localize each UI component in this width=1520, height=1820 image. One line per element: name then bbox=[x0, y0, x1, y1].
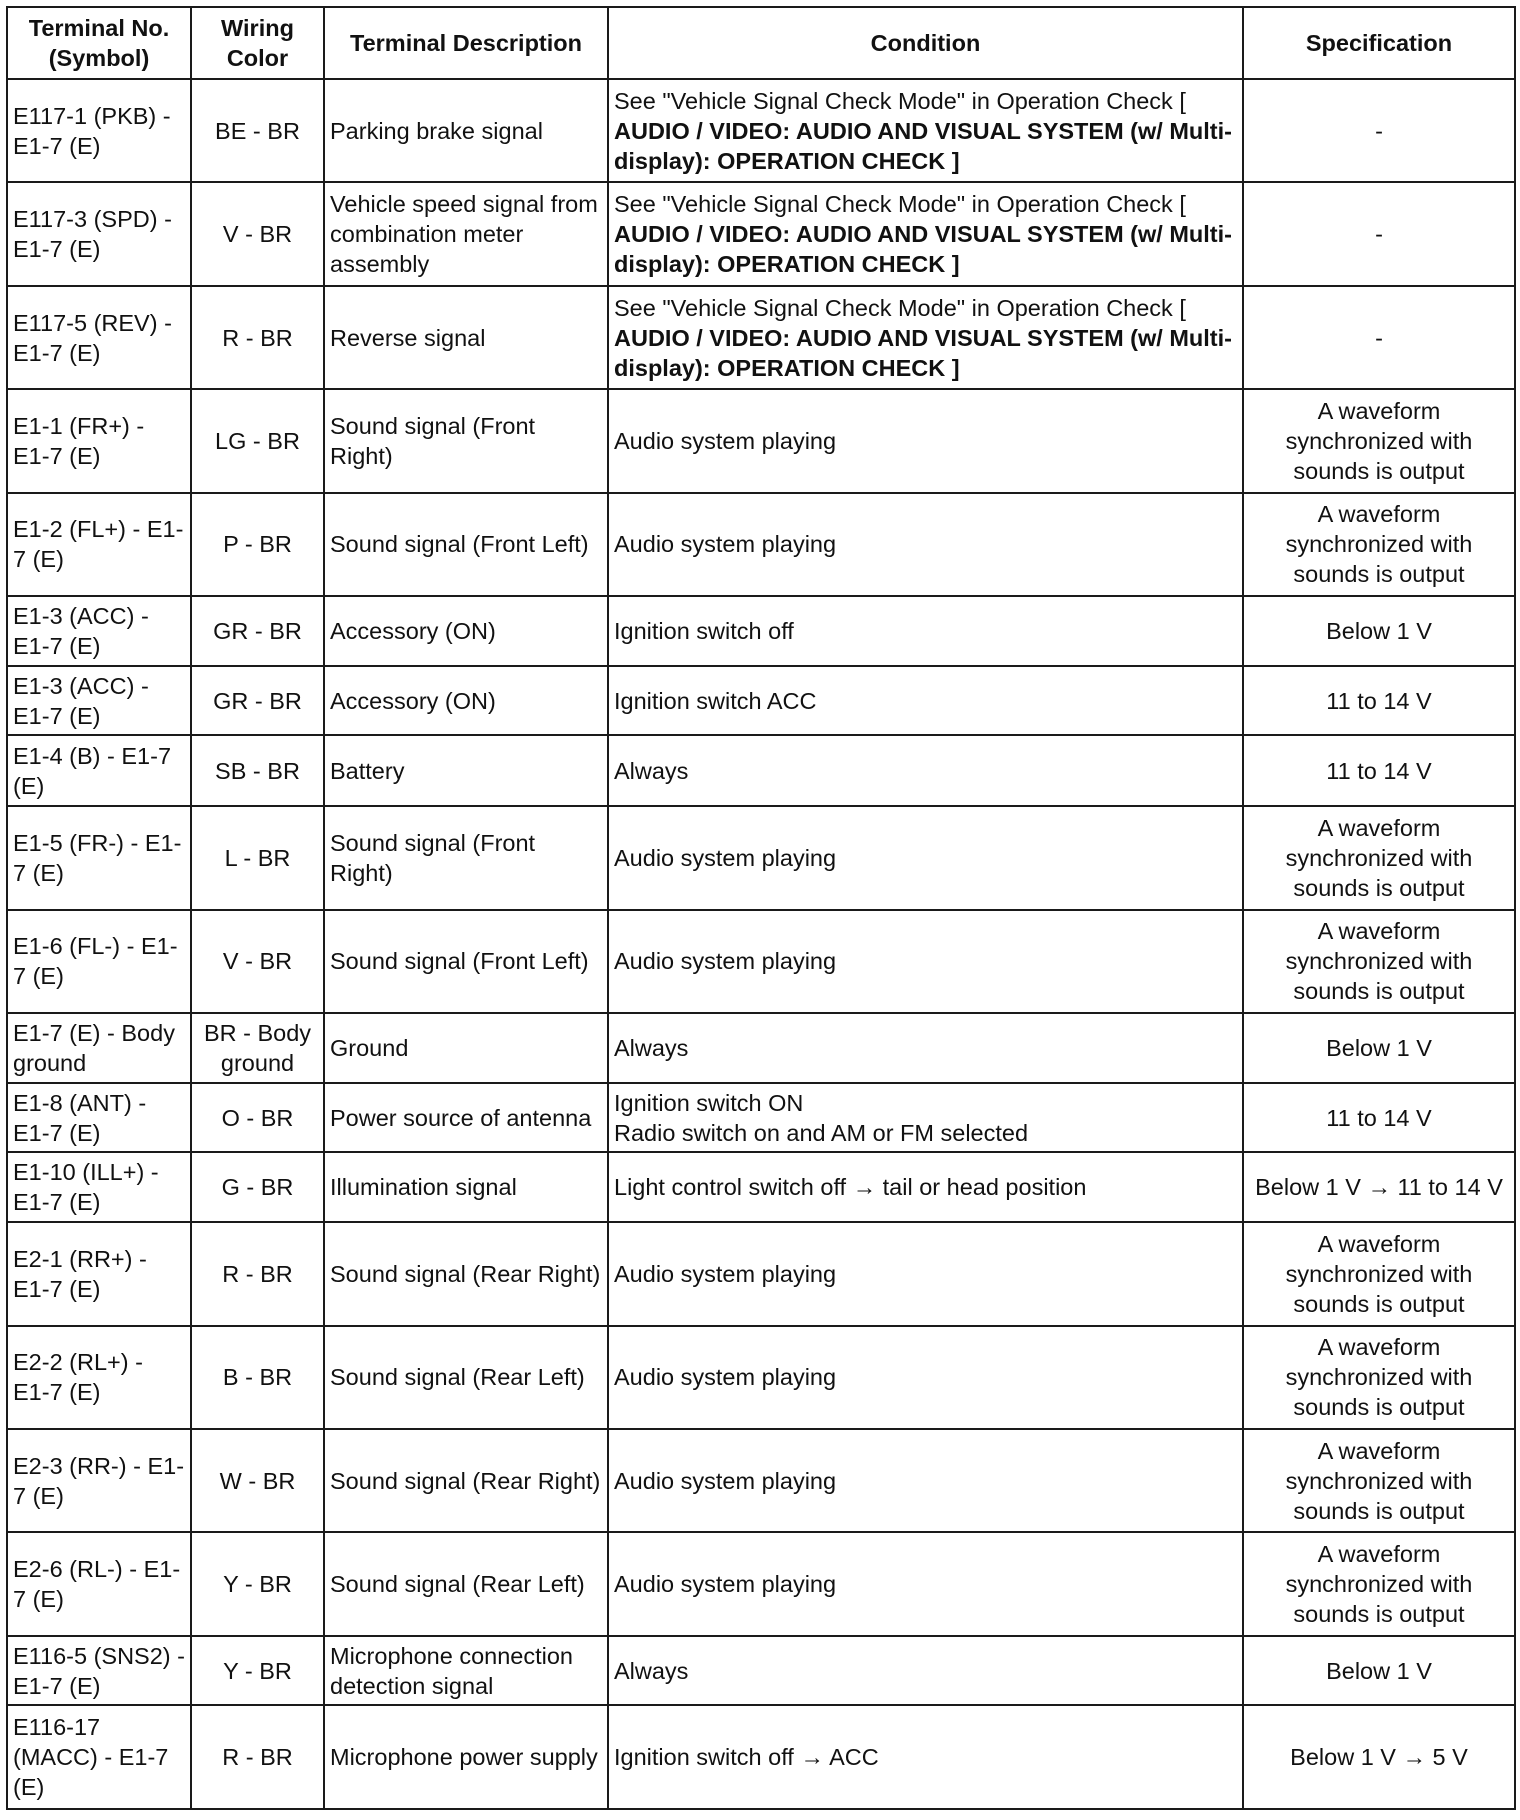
description-cell: Sound signal (Rear Right) bbox=[324, 1222, 608, 1325]
table-row bbox=[7, 1222, 1515, 1325]
table-row bbox=[7, 286, 1515, 389]
specification-cell: A waveform synchronized with sounds is output bbox=[1243, 389, 1515, 492]
table-row bbox=[7, 596, 1515, 666]
condition-text: Always bbox=[614, 1657, 689, 1684]
condition-cell bbox=[608, 1083, 1243, 1153]
description-cell: Microphone connection detection signal bbox=[324, 1636, 608, 1706]
wiring-color-cell: R - BR bbox=[191, 1705, 324, 1809]
condition-text: Ignition switch off bbox=[614, 617, 794, 644]
wiring-color-cell: V - BR bbox=[191, 910, 324, 1013]
terminal-cell: E117-3 (SPD) - E1-7 (E) bbox=[7, 182, 191, 285]
condition-text-secondary: Radio switch on and AM or FM selected bbox=[614, 1119, 1029, 1146]
condition-reference-link[interactable]: AUDIO / VIDEO: AUDIO AND VISUAL SYSTEM (w/ Multi-display): OPERATION CHECK ] bbox=[614, 221, 1232, 278]
condition-cell bbox=[608, 1326, 1243, 1429]
terminal-cell: E1-7 (E) - Body ground bbox=[7, 1013, 191, 1083]
specification-cell: A waveform synchronized with sounds is output bbox=[1243, 806, 1515, 909]
specification-cell: Below 1 V bbox=[1243, 1636, 1515, 1706]
wiring-color-cell: GR - BR bbox=[191, 666, 324, 736]
condition-cell bbox=[608, 735, 1243, 806]
table-body bbox=[7, 79, 1515, 1809]
table-header-row bbox=[7, 7, 1515, 79]
condition-text: Audio system playing bbox=[614, 844, 837, 871]
condition-cell bbox=[608, 1013, 1243, 1083]
specification-cell: Below 1 V bbox=[1243, 1013, 1515, 1083]
terminal-cell: E2-6 (RL-) - E1-7 (E) bbox=[7, 1532, 191, 1635]
terminal-cell: E1-5 (FR-) - E1-7 (E) bbox=[7, 806, 191, 909]
terminal-cell: E116-17 (MACC) - E1-7 (E) bbox=[7, 1705, 191, 1809]
description-cell: Sound signal (Rear Right) bbox=[324, 1429, 608, 1532]
condition-cell bbox=[608, 1222, 1243, 1325]
terminal-cell: E1-2 (FL+) - E1-7 (E) bbox=[7, 493, 191, 596]
table-row bbox=[7, 79, 1515, 182]
terminal-cell: E1-8 (ANT) - E1-7 (E) bbox=[7, 1083, 191, 1153]
specification-cell: Below 1 V bbox=[1243, 596, 1515, 666]
condition-cell bbox=[608, 1705, 1243, 1809]
specification-cell: 11 to 14 V bbox=[1243, 666, 1515, 736]
condition-reference-link[interactable]: AUDIO / VIDEO: AUDIO AND VISUAL SYSTEM (w/ Multi-display): OPERATION CHECK ] bbox=[614, 324, 1232, 381]
condition-cell bbox=[608, 493, 1243, 596]
wiring-color-cell: BE - BR bbox=[191, 79, 324, 182]
terminal-cell: E1-3 (ACC) - E1-7 (E) bbox=[7, 596, 191, 666]
header-terminal-no-text: Terminal No. bbox=[28, 15, 170, 41]
wiring-color-cell: R - BR bbox=[191, 1222, 324, 1325]
table-row bbox=[7, 493, 1515, 596]
wiring-color-cell: Y - BR bbox=[191, 1636, 324, 1706]
condition-text: Light control switch off → tail or head position bbox=[614, 1174, 1087, 1201]
specification-cell: - bbox=[1243, 286, 1515, 389]
condition-text: Audio system playing bbox=[614, 1571, 837, 1598]
wiring-color-cell: BR - Body ground bbox=[191, 1013, 324, 1083]
terminal-cell: E117-5 (REV) - E1-7 (E) bbox=[7, 286, 191, 389]
description-cell: Sound signal (Front Right) bbox=[324, 806, 608, 909]
wiring-color-cell: GR - BR bbox=[191, 596, 324, 666]
table-row bbox=[7, 910, 1515, 1013]
header-wiring-color-text: Color bbox=[226, 45, 289, 71]
description-cell: Ground bbox=[324, 1013, 608, 1083]
header-condition bbox=[608, 7, 1243, 79]
condition-text: See "Vehicle Signal Check Mode" in Operation Check [ bbox=[614, 87, 1186, 114]
header-terminal-no bbox=[7, 7, 191, 79]
condition-text: Audio system playing bbox=[614, 531, 837, 558]
description-cell: Sound signal (Rear Left) bbox=[324, 1532, 608, 1635]
description-cell: Vehicle speed signal from combination meter assembly bbox=[324, 182, 608, 285]
terminal-cell: E2-3 (RR-) - E1-7 (E) bbox=[7, 1429, 191, 1532]
specification-cell: A waveform synchronized with sounds is output bbox=[1243, 1532, 1515, 1635]
terminal-cell: E116-5 (SNS2) - E1-7 (E) bbox=[7, 1636, 191, 1706]
wiring-color-cell: R - BR bbox=[191, 286, 324, 389]
terminal-cell: E1-10 (ILL+) - E1-7 (E) bbox=[7, 1152, 191, 1222]
condition-text: Audio system playing bbox=[614, 427, 837, 454]
condition-text: Audio system playing bbox=[614, 948, 837, 975]
wiring-color-cell: LG - BR bbox=[191, 389, 324, 492]
condition-cell bbox=[608, 1636, 1243, 1706]
specification-cell: - bbox=[1243, 79, 1515, 182]
condition-text: Ignition switch ON bbox=[614, 1089, 804, 1116]
condition-text: Always bbox=[614, 757, 689, 784]
condition-text: Audio system playing bbox=[614, 1260, 837, 1287]
terminal-cell: E2-1 (RR+) - E1-7 (E) bbox=[7, 1222, 191, 1325]
condition-cell bbox=[608, 1152, 1243, 1222]
description-cell: Accessory (ON) bbox=[324, 666, 608, 736]
wiring-color-cell: W - BR bbox=[191, 1429, 324, 1532]
condition-cell bbox=[608, 910, 1243, 1013]
description-cell: Parking brake signal bbox=[324, 79, 608, 182]
wiring-color-cell: V - BR bbox=[191, 182, 324, 285]
description-cell: Power source of antenna bbox=[324, 1083, 608, 1153]
specification-cell: A waveform synchronized with sounds is output bbox=[1243, 910, 1515, 1013]
condition-cell bbox=[608, 286, 1243, 389]
specification-cell: A waveform synchronized with sounds is output bbox=[1243, 1326, 1515, 1429]
description-cell: Illumination signal bbox=[324, 1152, 608, 1222]
condition-text: See "Vehicle Signal Check Mode" in Operation Check [ bbox=[614, 294, 1186, 321]
header-terminal-description-text: Terminal Description bbox=[349, 30, 582, 56]
terminal-cell: E1-6 (FL-) - E1-7 (E) bbox=[7, 910, 191, 1013]
terminal-cell: E2-2 (RL+) - E1-7 (E) bbox=[7, 1326, 191, 1429]
header-wiring-color-text: Wiring bbox=[221, 15, 294, 41]
wiring-color-cell: B - BR bbox=[191, 1326, 324, 1429]
specification-cell: - bbox=[1243, 182, 1515, 285]
header-wiring-color bbox=[191, 7, 324, 79]
table-row bbox=[7, 1705, 1515, 1809]
condition-cell bbox=[608, 596, 1243, 666]
description-cell: Sound signal (Front Left) bbox=[324, 910, 608, 1013]
specification-cell: Below 1 V → 5 V bbox=[1243, 1705, 1515, 1809]
condition-text: Audio system playing bbox=[614, 1364, 837, 1391]
table-row bbox=[7, 389, 1515, 492]
wiring-color-cell: P - BR bbox=[191, 493, 324, 596]
description-cell: Battery bbox=[324, 735, 608, 806]
terminal-cell: E1-4 (B) - E1-7 (E) bbox=[7, 735, 191, 806]
condition-text: See "Vehicle Signal Check Mode" in Operation Check [ bbox=[614, 191, 1186, 218]
table-row bbox=[7, 735, 1515, 806]
specification-cell: 11 to 14 V bbox=[1243, 735, 1515, 806]
table-row bbox=[7, 1083, 1515, 1153]
table-row bbox=[7, 1532, 1515, 1635]
header-terminal-description bbox=[324, 7, 608, 79]
wiring-color-cell: G - BR bbox=[191, 1152, 324, 1222]
specification-cell: A waveform synchronized with sounds is output bbox=[1243, 493, 1515, 596]
condition-reference-link[interactable]: AUDIO / VIDEO: AUDIO AND VISUAL SYSTEM (w/ Multi-display): OPERATION CHECK ] bbox=[614, 117, 1232, 174]
table-row bbox=[7, 1636, 1515, 1706]
header-specification bbox=[1243, 7, 1515, 79]
description-cell: Accessory (ON) bbox=[324, 596, 608, 666]
wiring-color-cell: Y - BR bbox=[191, 1532, 324, 1635]
header-terminal-no-text: (Symbol) bbox=[48, 45, 150, 71]
description-cell: Reverse signal bbox=[324, 286, 608, 389]
terminal-spec-table bbox=[6, 6, 1516, 1810]
condition-cell bbox=[608, 666, 1243, 736]
terminal-cell: E1-3 (ACC) - E1-7 (E) bbox=[7, 666, 191, 736]
header-condition-text: Condition bbox=[870, 30, 981, 56]
condition-cell bbox=[608, 806, 1243, 909]
specification-cell: A waveform synchronized with sounds is output bbox=[1243, 1222, 1515, 1325]
wiring-color-cell: L - BR bbox=[191, 806, 324, 909]
condition-text: Ignition switch off → ACC bbox=[614, 1744, 879, 1771]
terminal-cell: E1-1 (FR+) - E1-7 (E) bbox=[7, 389, 191, 492]
description-cell: Microphone power supply bbox=[324, 1705, 608, 1809]
specification-cell: 11 to 14 V bbox=[1243, 1083, 1515, 1153]
description-cell: Sound signal (Rear Left) bbox=[324, 1326, 608, 1429]
condition-cell bbox=[608, 79, 1243, 182]
description-cell: Sound signal (Front Left) bbox=[324, 493, 608, 596]
header-specification-text: Specification bbox=[1305, 30, 1453, 56]
table-row bbox=[7, 666, 1515, 736]
condition-text: Always bbox=[614, 1034, 689, 1061]
table-row bbox=[7, 1326, 1515, 1429]
terminal-cell: E117-1 (PKB) - E1-7 (E) bbox=[7, 79, 191, 182]
table-row bbox=[7, 182, 1515, 285]
condition-cell bbox=[608, 182, 1243, 285]
wiring-color-cell: SB - BR bbox=[191, 735, 324, 806]
table-row bbox=[7, 1013, 1515, 1083]
condition-cell bbox=[608, 1532, 1243, 1635]
table-row bbox=[7, 1152, 1515, 1222]
specification-cell: Below 1 V → 11 to 14 V bbox=[1243, 1152, 1515, 1222]
table-row bbox=[7, 1429, 1515, 1532]
specification-cell: A waveform synchronized with sounds is output bbox=[1243, 1429, 1515, 1532]
condition-cell bbox=[608, 389, 1243, 492]
table-row bbox=[7, 806, 1515, 909]
wiring-color-cell: O - BR bbox=[191, 1083, 324, 1153]
condition-cell bbox=[608, 1429, 1243, 1532]
description-cell: Sound signal (Front Right) bbox=[324, 389, 608, 492]
condition-text: Ignition switch ACC bbox=[614, 687, 817, 714]
condition-text: Audio system playing bbox=[614, 1467, 837, 1494]
